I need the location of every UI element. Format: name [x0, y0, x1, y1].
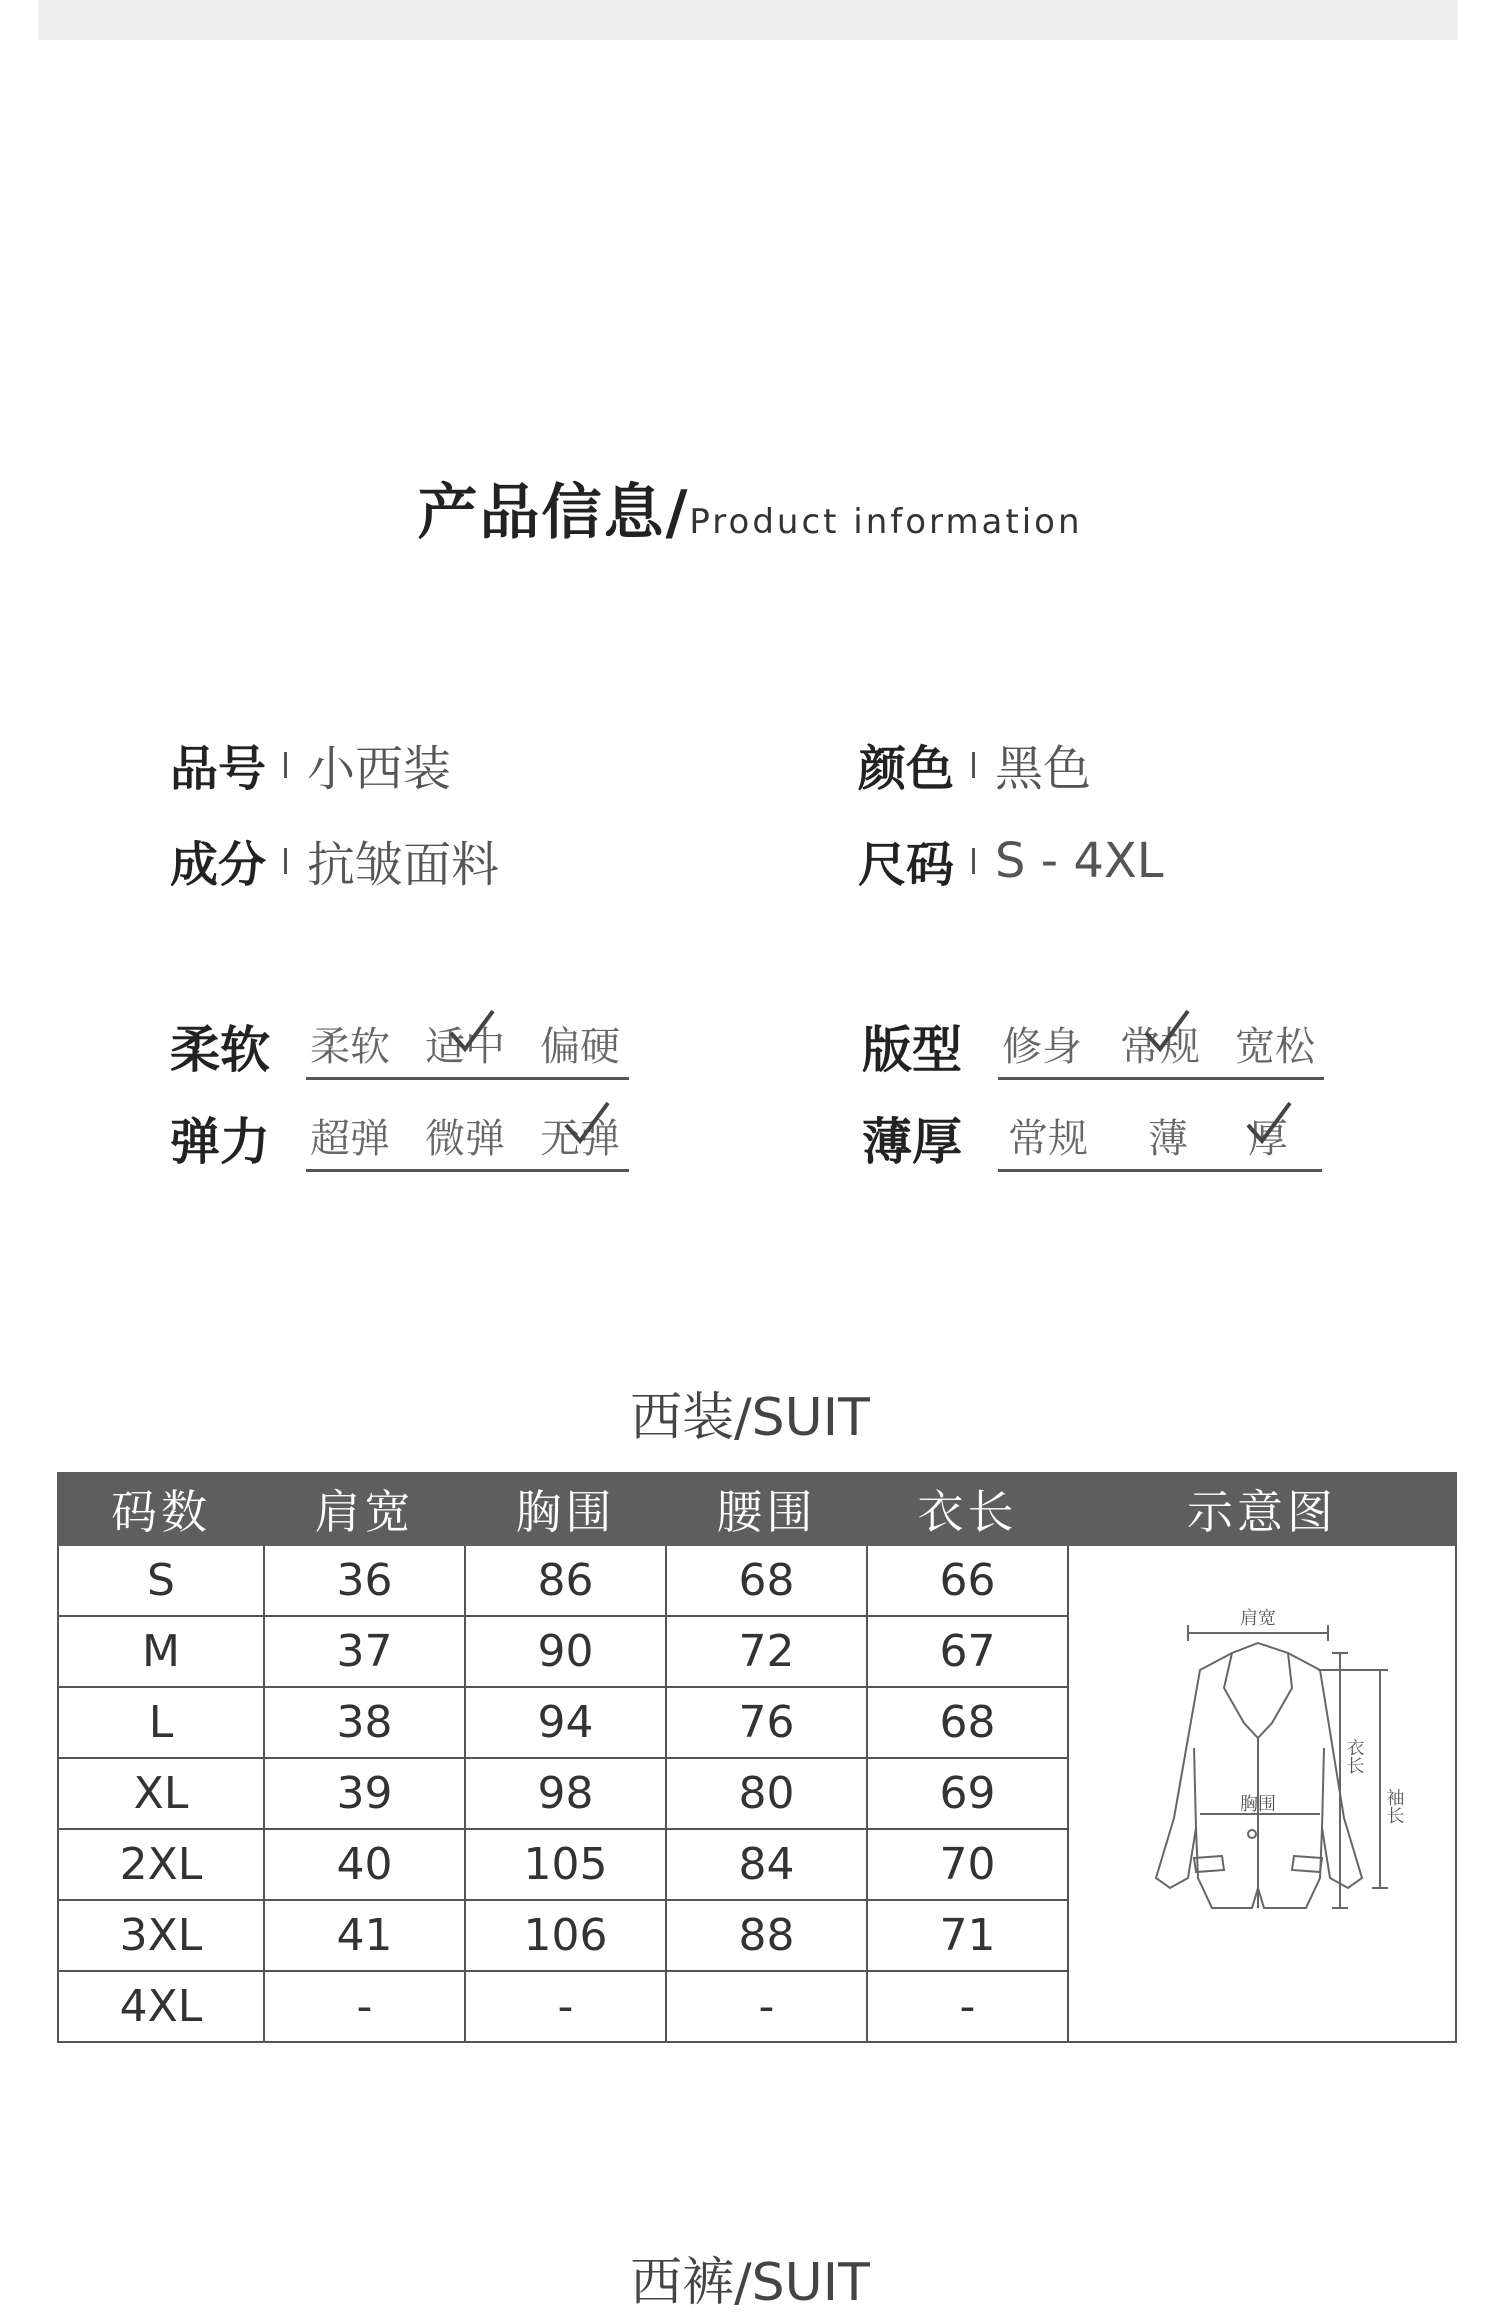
top-banner-strip: [38, 0, 1458, 40]
suit-size-table: [57, 1472, 1457, 2043]
separator: [972, 848, 975, 874]
cell-shoulder: -: [264, 1971, 465, 2042]
option-thin: 薄: [1148, 1116, 1188, 1162]
cell-length: 67: [867, 1616, 1068, 1687]
cell-size: XL: [58, 1758, 264, 1829]
cell-chest: 105: [465, 1829, 666, 1900]
cell-length: -: [867, 1971, 1068, 2042]
cell-length: 70: [867, 1829, 1068, 1900]
pants-section-title: 西裤/SUIT: [630, 2253, 870, 2313]
cell-size: 4XL: [58, 1971, 264, 2042]
cell-length: 71: [867, 1900, 1068, 1971]
option-slim: 修身: [1002, 1024, 1082, 1070]
label-length: 衣长: [1343, 1738, 1365, 1774]
cell-length: 69: [867, 1758, 1068, 1829]
diagram-cell: [1068, 1545, 1456, 2042]
cell-size: 2XL: [58, 1829, 264, 1900]
check-icon: [562, 1099, 612, 1149]
info-label: 尺码: [858, 837, 955, 893]
attr-label: 柔软: [170, 1021, 270, 1079]
cell-shoulder: 37: [264, 1616, 465, 1687]
option-medium: 适中: [425, 1021, 540, 1073]
info-value: S - 4XL: [995, 832, 1164, 889]
cell-shoulder: 41: [264, 1900, 465, 1971]
table-header-row: [58, 1473, 1456, 1545]
header-size: 码数: [58, 1473, 264, 1545]
cell-waist: 80: [666, 1758, 867, 1829]
table-row: [58, 1545, 1456, 1616]
option-super-elastic: 超弹: [310, 1116, 390, 1162]
header-shoulder: 肩宽: [264, 1473, 465, 1545]
option-normal: 常规: [1008, 1116, 1088, 1162]
label-shoulder: 肩宽: [1240, 1608, 1276, 1629]
attr-label: 弹力: [170, 1113, 270, 1171]
info-label: 品号: [170, 741, 267, 797]
info-value: 小西装: [307, 741, 452, 797]
section-header: [0, 465, 1500, 551]
attr-thickness: [862, 1112, 1322, 1172]
title-cn: 产品信息/: [417, 478, 690, 548]
cell-waist: 84: [666, 1829, 867, 1900]
cell-size: S: [58, 1545, 264, 1616]
cell-size: 3XL: [58, 1900, 264, 1971]
attr-options: [306, 1113, 629, 1172]
info-size: [858, 826, 1163, 895]
separator: [972, 752, 975, 778]
attr-options: [998, 1021, 1324, 1080]
jacket-diagram: [1082, 1578, 1442, 1998]
cell-chest: 106: [465, 1900, 666, 1971]
attr-softness: [170, 1020, 629, 1080]
cell-size: L: [58, 1687, 264, 1758]
attr-fit: [862, 1020, 1324, 1080]
suit-section-title: 西装/SUIT: [630, 1388, 870, 1448]
info-item-no: [170, 730, 451, 799]
header-length: 衣长: [867, 1473, 1068, 1545]
option-loose: 宽松: [1235, 1024, 1315, 1070]
label-chest: 胸围: [1240, 1794, 1276, 1815]
cell-chest: 94: [465, 1687, 666, 1758]
label-sleeve: 袖长: [1383, 1788, 1405, 1824]
option-no-elastic: 无弹: [540, 1113, 625, 1165]
attr-options: [306, 1021, 629, 1080]
info-value: 抗皱面料: [307, 837, 500, 893]
attr-options: [998, 1113, 1322, 1172]
cell-length: 68: [867, 1687, 1068, 1758]
cell-waist: 76: [666, 1687, 867, 1758]
separator: [284, 848, 287, 874]
attr-label: 薄厚: [862, 1113, 962, 1171]
cell-waist: 72: [666, 1616, 867, 1687]
cell-size: M: [58, 1616, 264, 1687]
attr-label: 版型: [862, 1021, 962, 1079]
header-waist: 腰围: [666, 1473, 867, 1545]
info-material: [170, 826, 499, 895]
cell-waist: 68: [666, 1545, 867, 1616]
info-label: 成分: [170, 837, 267, 893]
cell-chest: 90: [465, 1616, 666, 1687]
cell-shoulder: 40: [264, 1829, 465, 1900]
cell-chest: -: [465, 1971, 666, 2042]
title-en: Product information: [689, 502, 1083, 542]
info-color: [858, 730, 1091, 799]
check-icon: [1244, 1099, 1294, 1149]
option-regular: 常规: [1120, 1021, 1235, 1073]
option-slight-elastic: 微弹: [425, 1116, 505, 1162]
option-hard: 偏硬: [540, 1024, 620, 1070]
option-soft: 柔软: [310, 1024, 390, 1070]
header-diagram: 示意图: [1068, 1473, 1456, 1545]
check-icon: [1142, 1007, 1192, 1057]
cell-waist: 88: [666, 1900, 867, 1971]
cell-waist: -: [666, 1971, 867, 2042]
header-chest: 胸围: [465, 1473, 666, 1545]
check-icon: [447, 1007, 497, 1057]
option-thick: 厚: [1248, 1113, 1318, 1165]
separator: [284, 752, 287, 778]
attr-elasticity: [170, 1112, 629, 1172]
cell-shoulder: 36: [264, 1545, 465, 1616]
info-label: 颜色: [858, 741, 955, 797]
info-value: 黑色: [995, 741, 1092, 797]
cell-chest: 86: [465, 1545, 666, 1616]
cell-shoulder: 39: [264, 1758, 465, 1829]
cell-shoulder: 38: [264, 1687, 465, 1758]
cell-length: 66: [867, 1545, 1068, 1616]
cell-chest: 98: [465, 1758, 666, 1829]
